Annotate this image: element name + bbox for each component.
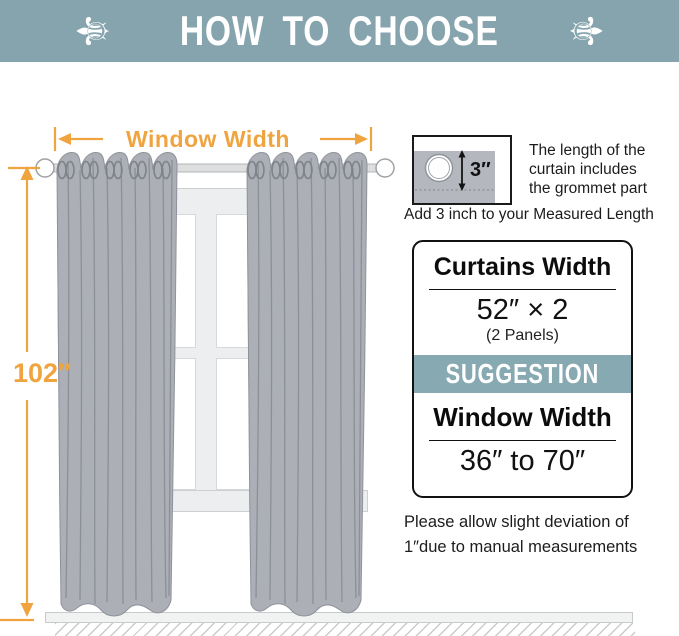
curtain-panel-left	[57, 153, 177, 616]
fleur-de-lis-left-icon: ⚜	[68, 11, 120, 51]
curtains-width-heading: Curtains Width	[433, 253, 612, 281]
grommet-description	[529, 141, 647, 198]
divider	[429, 289, 616, 290]
window-width-heading: Window Width	[433, 401, 612, 432]
divider	[429, 440, 616, 441]
diagram-area	[0, 62, 679, 636]
grommet-icon	[426, 155, 453, 182]
suggestion-label: SUGGESTION	[445, 357, 600, 389]
suggestion-banner	[414, 355, 631, 393]
header-banner	[0, 0, 679, 62]
fleur-de-lis-right-icon: ⚜	[559, 11, 611, 51]
grommet-description-line: the grommet part	[529, 180, 648, 197]
grommet-description-line: curtain includes	[529, 161, 637, 178]
footnote-line: Please allow slight deviation of	[404, 513, 629, 531]
curtain-panel-right	[247, 153, 367, 616]
size-chart-box	[412, 240, 633, 498]
window-width-value: 36″ to 70″	[459, 444, 586, 477]
grommet-size-label: 3″	[470, 159, 491, 181]
window-width-label: Window Width	[126, 126, 290, 152]
grommet-description-line: The length of the	[529, 142, 646, 159]
add-length-note: Add 3 inch to your Measured Length	[404, 206, 654, 223]
page-title: HOW TO CHOOSE	[180, 7, 499, 54]
rod-finial-right	[376, 159, 394, 177]
panels-note: (2 Panels)	[486, 326, 559, 344]
deviation-footnote	[404, 510, 637, 560]
curtains-width-value: 52″ × 2	[476, 294, 569, 326]
footnote-line: 1″due to manual measurements	[404, 537, 638, 556]
height-label: 102″	[13, 358, 71, 388]
grommet-diagram	[412, 135, 512, 205]
